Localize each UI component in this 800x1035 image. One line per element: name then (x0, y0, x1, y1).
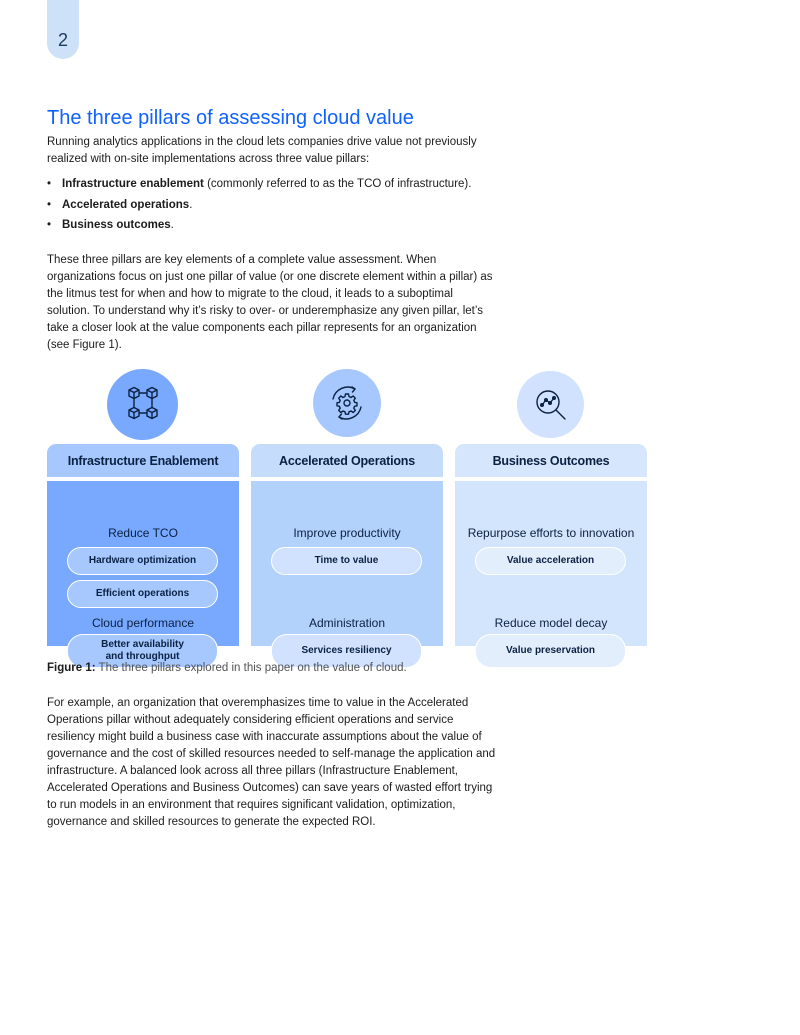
list-item-bold: Accelerated operations (62, 198, 190, 211)
value-pill-text: Better availability and throughput (101, 639, 184, 662)
value-pill: Services resiliency (271, 634, 422, 668)
page-number: 2 (57, 30, 68, 50)
list-item-text: (commonly referred to as the TCO of infrastructure). (203, 178, 472, 190)
pillar-business-outcomes (455, 444, 647, 656)
bullet-icon: • (47, 198, 52, 211)
list-item (47, 197, 471, 218)
pillar-body (251, 481, 443, 656)
pillar-body (455, 481, 647, 656)
list-item-text: . (170, 219, 174, 231)
list-item-text: . (189, 198, 193, 211)
value-pill: Value acceleration (475, 547, 626, 575)
pillar-accelerated-operations (251, 444, 443, 656)
value-pill: Time to value (271, 547, 422, 575)
body-paragraph: These three pillars are key elements of a complete value assessment. When organizations focus on just one pillar of value (or one discrete element within a pillar) as the litmus test for when and how to migrate to the cloud, it leads to a suboptimal solution. To understand why it’s risky to over- or underemphasize any given pillar, let’s take a closer look at the value components each pillar represents for an organization (see Figure 1). (47, 254, 493, 351)
pillar-top-heading: Improve productivity (293, 526, 401, 540)
figure-caption (47, 661, 407, 675)
gear-cycle-icon (313, 369, 381, 437)
pillar-bottom-heading: Administration (308, 616, 386, 630)
list-item (47, 176, 471, 197)
body-paragraph: For example, an organization that overemphasizes time to value in the Accelerated Operations pillar without adequately considering efficient operations and service resiliency might build a business case with inaccurate assumptions about the value of governance and the cost of skilled resources needed to self-manage the application and infrastructure. A balanced look across all three pillars (Infrastructure Enablement, Accelerated Operations and Business Outcomes) can save years of wasted effort trying to run models in an environment that requires significant validation, optimization, governance and skilled resources to generate the expected ROI. (47, 697, 496, 828)
pillar-infrastructure-enablement (47, 444, 239, 662)
pillar-top-heading: Reduce TCO (108, 526, 178, 540)
pillar-top-heading: Repurpose efforts to innovation (467, 526, 635, 540)
bullet-icon: • (47, 219, 52, 231)
page-title: The three pillars of assessing cloud value (47, 107, 414, 129)
figure-caption-label: Figure 1: (47, 662, 96, 674)
magnify-chart-icon (517, 371, 584, 438)
value-pillar-list (47, 176, 471, 238)
value-pill: Value preservation (475, 634, 626, 668)
pillar-title: Business Outcomes (455, 444, 647, 477)
list-item-bold: Business outcomes (62, 219, 171, 231)
pillar-body (47, 481, 239, 662)
pillar-bottom-heading: Reduce model decay (494, 616, 608, 630)
pillar-title: Infrastructure Enablement (47, 444, 239, 477)
bullet-icon: • (47, 178, 52, 190)
page-number-tab (47, 0, 79, 59)
list-item-bold: Infrastructure enablement (62, 178, 204, 190)
intro-paragraph: Running analytics applications in the cloud lets companies drive value not previously realized with on-site implementations across three value pillars: (47, 136, 477, 165)
value-pill: Hardware optimization (67, 547, 218, 575)
network-cubes-icon (107, 369, 178, 440)
pillar-title: Accelerated Operations (251, 444, 443, 477)
figure-caption-text: The three pillars explored in this paper on the value of cloud. (95, 662, 407, 674)
pillar-bottom-heading: Cloud performance (91, 616, 195, 630)
value-pill: Efficient operations (67, 580, 218, 608)
list-item (47, 217, 471, 238)
